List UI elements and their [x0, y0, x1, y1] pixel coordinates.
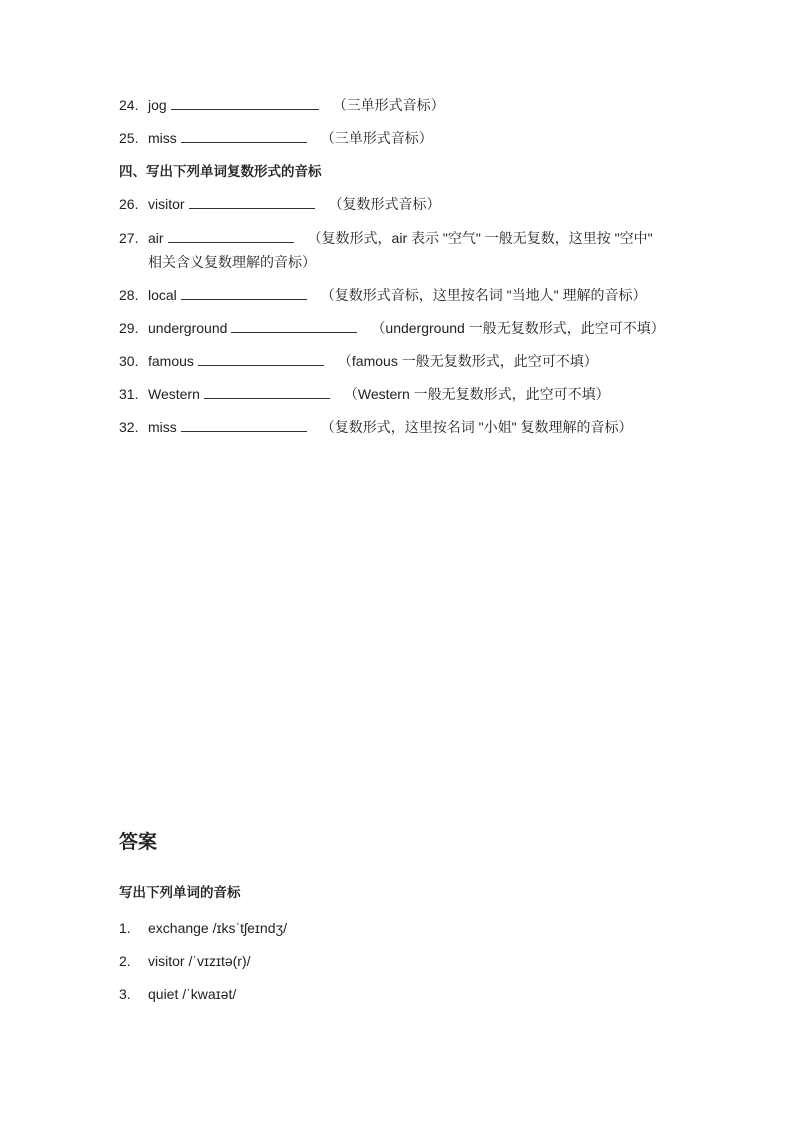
question-word: underground: [148, 320, 228, 336]
answer-blank[interactable]: [181, 298, 307, 300]
question-hint: （复数形式，这里按名词 "小姐" 复数理解的音标）: [320, 419, 633, 435]
question-word: miss: [148, 130, 177, 146]
question-hint: （三单形式音标）: [320, 130, 433, 146]
question-hint: （复数形式音标，这里按名词 "当地人" 理解的音标）: [320, 287, 647, 303]
answer-blank[interactable]: [181, 141, 307, 143]
answer-number: 2.: [119, 953, 131, 969]
question-word: miss: [148, 419, 177, 435]
question-hint-continuation: 相关含义复数理解的音标）: [148, 254, 316, 270]
question-word: local: [148, 287, 177, 303]
answer-heading: 答案: [119, 832, 158, 853]
question-25: [119, 128, 433, 148]
question-hint: （三单形式音标）: [332, 97, 445, 113]
answer-number: 3.: [119, 986, 131, 1002]
question-number: 26.: [119, 196, 139, 212]
question-27: [119, 228, 653, 248]
answer-item-1: [119, 918, 287, 938]
question-word: air: [148, 230, 164, 246]
question-24: [119, 95, 445, 115]
question-31: [119, 384, 610, 404]
question-number: 24.: [119, 97, 139, 113]
answer-text: exchange /ɪksˈtʃeɪndʒ/: [148, 920, 288, 936]
question-28: [119, 285, 647, 305]
question-word: Western: [148, 386, 200, 402]
question-32: [119, 417, 633, 437]
question-number: 28.: [119, 287, 139, 303]
answer-text: quiet /ˈkwaɪət/: [148, 986, 237, 1002]
question-26: [119, 194, 441, 214]
answer-item-2: [119, 951, 251, 971]
answer-blank[interactable]: [189, 207, 315, 209]
answer-blank[interactable]: [181, 430, 307, 432]
question-hint: （Western 一般无复数形式，此空可不填）: [343, 386, 610, 402]
answer-item-3: [119, 984, 236, 1004]
answer-number: 1.: [119, 920, 131, 936]
question-word: visitor: [148, 196, 185, 212]
question-number: 25.: [119, 130, 139, 146]
question-number: 30.: [119, 353, 139, 369]
question-hint: （famous 一般无复数形式，此空可不填）: [337, 353, 598, 369]
question-30: [119, 351, 598, 371]
answer-blank[interactable]: [168, 241, 294, 243]
answer-blank[interactable]: [204, 397, 330, 399]
question-word: famous: [148, 353, 194, 369]
question-hint: （复数形式，air 表示 "空气" 一般无复数，这里按 "空中": [307, 230, 653, 246]
question-word: jog: [148, 97, 167, 113]
question-number: 27.: [119, 230, 139, 246]
question-29: [119, 318, 665, 338]
section-heading: 四、写出下列单词复数形式的音标: [119, 164, 322, 179]
question-number: 32.: [119, 419, 139, 435]
answer-blank[interactable]: [171, 108, 319, 110]
question-number: 31.: [119, 386, 139, 402]
answer-blank[interactable]: [231, 331, 357, 333]
question-hint: （underground 一般无复数形式，此空可不填）: [371, 320, 665, 336]
question-number: 29.: [119, 320, 139, 336]
question-hint: （复数形式音标）: [328, 196, 441, 212]
answer-blank[interactable]: [198, 364, 324, 366]
answer-text: visitor /ˈvɪzɪtə(r)/: [148, 953, 251, 969]
answer-section-title: 写出下列单词的音标: [119, 885, 241, 900]
